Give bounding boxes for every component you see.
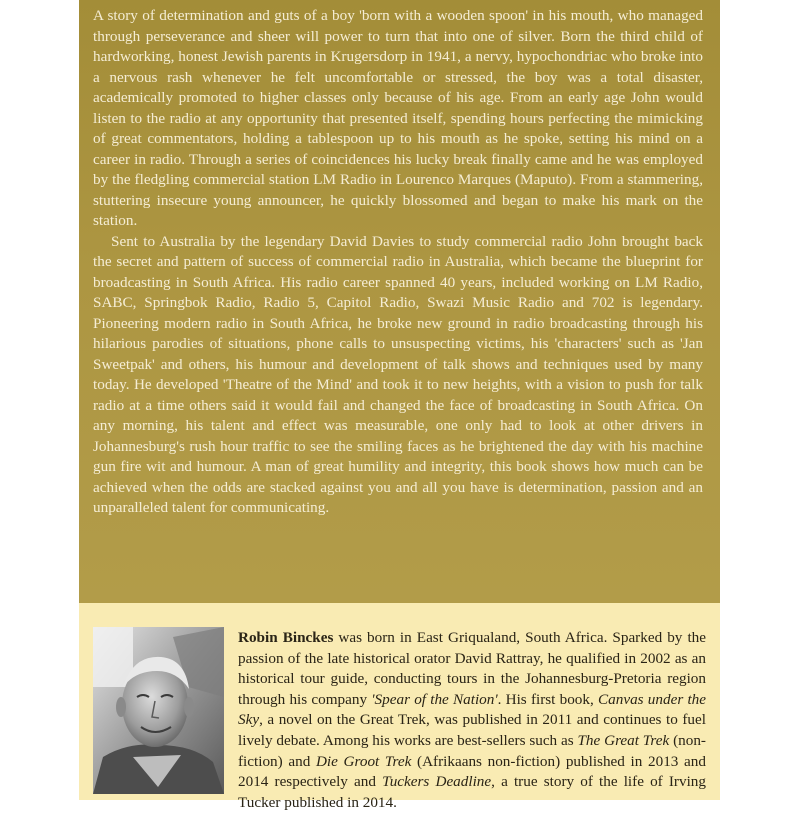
author-bio [238, 628, 706, 813]
author-portrait-image [93, 627, 224, 794]
author-name: Robin Binckes [238, 629, 334, 646]
book-title-tuckers-deadline: Tuckers Deadline [382, 773, 492, 791]
bio-text-2: . His first book, [497, 690, 599, 708]
book-description [93, 6, 703, 519]
description-paragraph-2: Sent to Australia by the legendary David Davies to study commercial radio John brought back the secret and pattern of success of commercial radio in Australia, which became the blueprint for broadcasting in South Africa. His radio career spanned 40 years, included working on LM Radio, SABC, Springbok Radio, Radio 5, Capitol Radio, Swazi Music Radio and 702 is legendary. Pioneering modern radio in South Africa, he broke new ground in radio broadcasting through his hilarious parodies of situations, phone calls to unsuspecting victims, his 'characters' such as 'Jan Sweetpak' and others, his humour and development of talk shows and techniques used by many today. He developed 'Theatre of the Mind' and took it to new heights, with a vision to push for talk radio at a time others said it would fail and changed the face of broadcasting in South Africa. On any morning, his talent and effect was measurable, one only had to look at other drivers in Johannesburg's rush hour traffic to see the smiling faces as he brightened the day with his machine gun fire wit and humour. A man of great humility and integrity, this book shows how much can be achieved when the odds are stacked against you and all you have is determination, passion and an unparalleled talent for communicating. [93, 232, 703, 516]
book-title-canvas: Canvas under the Sky [238, 690, 706, 729]
bio-text-4: (non-fiction) and [238, 731, 706, 770]
author-photo [93, 627, 224, 794]
book-title-groot-trek: Die Groot Trek [315, 752, 412, 770]
bio-text-5: (Afrikaans non-fiction) published in 2013 and 2014 respectively and [238, 752, 706, 791]
bio-text-6: , a true story of the life of Irving Tucker published in 2014. [238, 773, 706, 811]
book-title-great-trek: The Great Trek [577, 731, 670, 749]
bio-text-3: , a novel on the Great Trek, was published in 2011 and continues to fuel lively debate. Among his works are best-sellers such as [238, 711, 706, 749]
bio-text-1: was born in East Griqualand, South Africa. Sparked by the passion of the late historical orator David Rattray, he qualified in 2002 as an historical tour guide, conducting tours in the Johannesburg-Pretoria region through his company [238, 629, 706, 708]
company-name: 'Spear of the Nation' [371, 690, 498, 708]
description-paragraph-1: A story of determination and guts of a boy 'born with a wooden spoon' in his mouth, who managed through perseverance and sheer will power to turn that into one of silver. Born the third child of hardworking, honest Jewish parents in Krugersdorp in 1941, a nervy, hypochondriac who broke into a nervous rash whenever he felt uncomfortable or stressed, the boy was a total disaster, academically promoted to higher classes only because of his age. From an early age John would listen to the radio at any opportunity that presented itself, spending hours perfecting the mimicking of great commentators, holding a tablespoon up to his mouth as he spoke, setting his mind on a career in radio. Through a series of coincidences his lucky break finally came and he was employed by the fledgling commercial station LM Radio in Lourenco Marques (Maputo). From a stammering, stuttering insecure young announcer, he quickly blossomed and began to make his mark on the station. [93, 7, 703, 229]
